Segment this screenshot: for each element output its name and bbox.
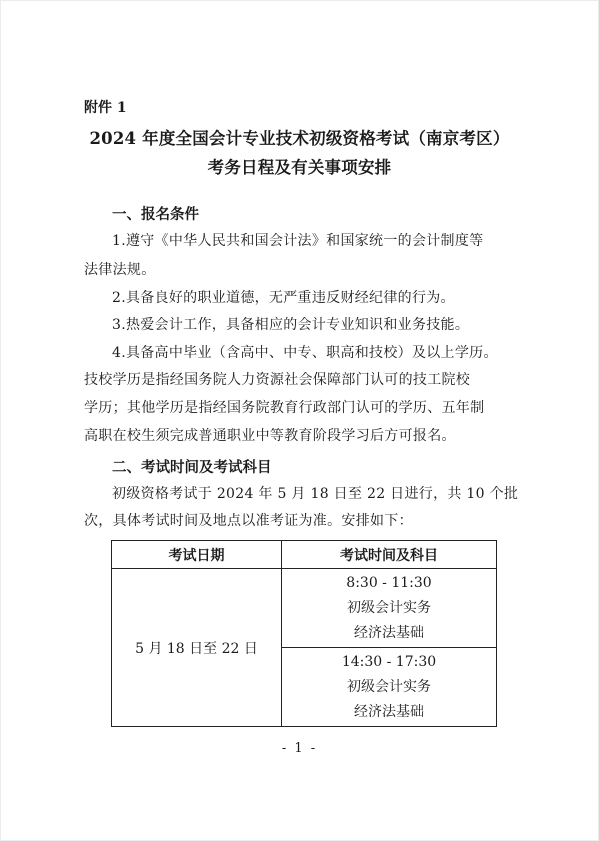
section-heading-exam-time: 二、考试时间及考试科目: [112, 459, 272, 476]
table-header-row: [112, 541, 497, 569]
slot-subject: 初级会计实务: [347, 678, 431, 695]
slot-subject: 经济法基础: [354, 703, 424, 720]
paragraph-line: 学历；其他学历是指经国务院教育行政部门认可的学历、五年制: [84, 400, 485, 416]
paragraph-line: 1.遵守《中华人民共和国会计法》和国家统一的会计制度等: [112, 233, 484, 249]
paragraph-line: 4.具备高中毕业（含高中、中专、职高和技校）及以上学历。: [112, 345, 498, 361]
attachment-label: 附件 1: [84, 100, 127, 116]
header-exam-time-subjects: 考试时间及科目: [282, 541, 497, 569]
slot-subject: 初级会计实务: [347, 599, 431, 616]
slot-time: 8:30 - 11:30: [346, 574, 432, 591]
slot-subject: 经济法基础: [354, 624, 424, 641]
exam-schedule-table: [111, 540, 497, 727]
paragraph-line: 3.热爱会计工作，具备相应的会计专业知识和业务技能。: [112, 317, 470, 333]
morning-slot-cell: [282, 569, 497, 648]
paragraph-line: 次，具体考试时间及地点以准考证为准。安排如下：: [84, 513, 413, 529]
paragraph-line: 法律法规。: [84, 262, 156, 278]
table-row: [112, 569, 497, 648]
document-title-line1: 2024 年度全国会计专业技术初级资格考试（南京考区）: [89, 129, 510, 148]
paragraph-line: 技校学历是指经国务院人力资源社会保障部门认可的技工院校: [84, 372, 471, 388]
paragraph-line: 初级资格考试于 2024 年 5 月 18 日至 22 日进行，共 10 个批: [112, 486, 519, 502]
afternoon-slot-cell: [282, 648, 497, 727]
paragraph-line: 2.具备良好的职业道德，无严重违反财经纪律的行为。: [112, 290, 455, 306]
paragraph-line: 高职在校生须完成普通职业中等教育阶段学习后方可报名。: [84, 428, 456, 444]
slot-time: 14:30 - 17:30: [341, 653, 437, 670]
exam-date-cell: 5 月 18 日至 22 日: [112, 569, 282, 727]
section-heading-eligibility: 一、报名条件: [112, 206, 199, 223]
page-number: - 1 -: [281, 741, 318, 756]
header-exam-date: 考试日期: [112, 541, 282, 569]
document-title-line2: 考务日程及有关事项安排: [207, 158, 392, 177]
